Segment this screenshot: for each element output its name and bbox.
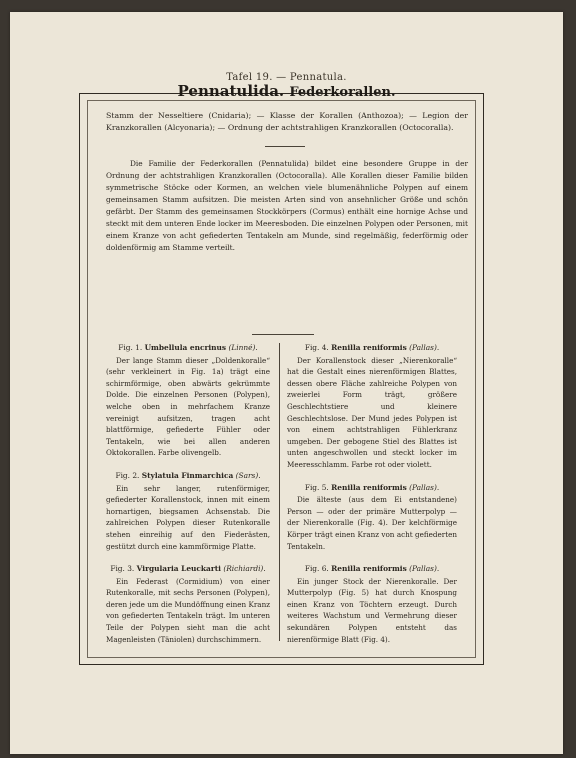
species-name: Renilla reniformis (331, 482, 407, 492)
short-rule-middle (252, 334, 314, 335)
entry-text: Ein sehr langer, rutenförmiger, gefiederter Korallenstock, innen mit einem hornartigen, biegsamen Achsenstab. Die zahlreichen Polypen dieser Rutenkoralle stehen einreihig auf den Fiederästen, gestützt durch eine kammförmige Platte. (106, 483, 270, 551)
species-author: (Richiardi). (223, 564, 266, 574)
entry-text: Der lange Stamm dieser „Doldenkoralle“ (sehr verkleinert in Fig. 1a) trägt eine schirmförmige, oben abwärts gekrümmte Dolde. Die einzelnen Personen (Polypen), welche oben in mehrfachem Kranze vereinigt aufsitzen, tragen acht blattförmige, gefiederte Fühler oder Tentakeln, wie bei allen anderen Oktokorallen. Farbe olivengelb. (106, 355, 270, 458)
intro-paragraph: Die Familie der Federkorallen (Pennatulida) bildet eine besondere Gruppe in der Ordnung der achtstrahligen Kranzkorallen (Octocoralla). Alle Korallen dieser Familie bilden symmetrische Stöcke oder Kormen, an welchen viele blumenähnliche Polypen auf einem gemeinsamen Stamm aufsitzen. Die meisten Arten sind von ansehnlicher Größe und schön gefärbt. Der Stamm des gemeinsamen Stockkörpers (Cormus) enthält eine hornige Achse und steckt mit dem unteren Ende locker im Meeresboden. Die einzelnen Polypen oder Personen, mit einem Kranze von acht gefiederten Tentakeln am Munde, sind regelmäßig, federförmig oder doldenförmig am Stamme verteilt. (106, 159, 468, 252)
title-latin: Pennatulida. (177, 82, 285, 100)
entry-text: Die älteste (aus dem Ei entstandene) Person — oder der primäre Mutterpolyp — der Nierenkoralle (Fig. 4). Der kelchförmige Körper trägt einen Kranz von acht gefiederten Tentakeln. (287, 495, 457, 551)
fig-number: Fig. 5. (304, 482, 329, 492)
fig-number: Fig. 3. (110, 564, 135, 574)
fig-number: Fig. 2. (115, 470, 140, 480)
figure-entry (106, 342, 270, 459)
entry-heading (287, 342, 457, 354)
species-author: (Sars). (235, 470, 261, 480)
figure-entry (106, 563, 270, 645)
entry-heading (287, 482, 457, 494)
species-name: Stylatula Finmarchica (141, 470, 234, 480)
species-author: (Pallas). (409, 343, 440, 352)
entry-text: Der Korallenstock dieser „Nierenkoralle“ hat die Gestalt eines nierenförmigen Blattes, dessen obere Fläche zahlreiche Polypen von zweierlei Form trägt, größere Geschlechtstiere und kleinere Geschlechtslose. Der Mund jedes Polypen ist von einem achtstrahligen Fühlerkranz umgeben. Der gebogene Stiel des Blattes ist unten angeschwollen und steckt locker im Meeresschlamm. Farbe rot oder violett. (287, 355, 457, 469)
entry-text: Ein junger Stock der Nierenkoralle. Der Mutterpolyp (Fig. 5) hat durch Knospung einen Kranz von Töchtern erzeugt. Durch weiteres Wachstum und Vermehrung dieser sekundären Polypen entsteht das nierenförmige Blatt (Fig. 4). (287, 576, 457, 644)
species-author: (Pallas). (409, 482, 440, 492)
page-sheet (10, 12, 563, 754)
figure-entry (106, 470, 270, 552)
fig-number: Fig. 6. (304, 564, 329, 574)
entry-heading (106, 563, 270, 575)
fig-number: Fig. 1. (118, 343, 143, 352)
entry-heading (106, 342, 270, 354)
figure-entry (287, 342, 457, 471)
short-rule-top (265, 146, 305, 147)
entry-heading (106, 470, 270, 482)
species-name: Virgularia Leuckarti (136, 564, 221, 574)
figure-entry (287, 563, 457, 645)
species-author: (Linné). (228, 343, 258, 352)
plate-header: Tafel 19. — Pennatula. (226, 72, 347, 83)
entry-heading (287, 563, 457, 575)
title-german: Federkorallen. (289, 85, 396, 100)
species-author: (Pallas). (409, 564, 440, 574)
right-column (287, 342, 457, 656)
species-name: Renilla reniformis (331, 343, 407, 352)
figure-entry (287, 482, 457, 553)
species-name: Renilla reniformis (331, 564, 407, 574)
entry-text: Ein Federast (Cormidium) von einer Rutenkoralle, mit sechs Personen (Polypen), deren jede um die Mundöffnung einen Kranz von gefiederten Tentakeln trägt. Im unteren Teile der Polypen sieht man die acht Magenleisten (Täniolen) durchschimmern. (106, 576, 270, 644)
species-name: Umbellula encrinus (144, 343, 227, 352)
taxonomy-subtitle: Stamm der Nesseltiere (Cnidaria); — Klasse der Korallen (Anthozoa); — Legion der Kranzkorallen (Alcyonaria); — Ordnung der achtstrahligen Kranzkorallen (Octocoralla). (106, 111, 468, 132)
left-column (106, 342, 270, 656)
fig-number: Fig. 4. (304, 343, 329, 352)
column-divider (279, 343, 280, 641)
page-title (10, 82, 563, 100)
